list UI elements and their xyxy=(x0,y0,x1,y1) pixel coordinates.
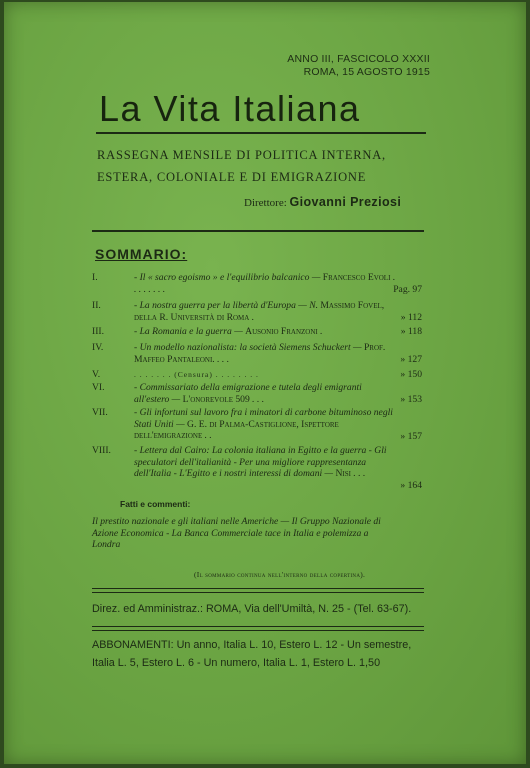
entry-title: - La Romania e la guerra — xyxy=(134,326,243,337)
subscription-line-1: ABBONAMENTI: Un anno, Italia L. 10, Estero L. 12 - Un semestre, xyxy=(92,639,412,651)
entry-number: I. xyxy=(92,272,98,283)
toc-entry-5 xyxy=(92,369,422,382)
issue-number: ANNO III, FASCICOLO XXXII xyxy=(287,53,430,65)
entry-author: G. E. di Palma-Castiglione, Ispettore dell'emigrazione xyxy=(134,418,339,441)
magazine-title: La Vita Italiana xyxy=(99,88,361,129)
fatti-text: Il prestito nazionale e gli italiani nelle Americhe — Il Gruppo Nazionale di Azione Economica - La Banca Commerciale tace in Italia e polemizza a Londra xyxy=(92,516,381,550)
entry-number: II. xyxy=(92,300,101,311)
toc-entry-6 xyxy=(92,382,422,406)
entry-title: - Lettera dal Cairo: La colonia italiana in Egitto e la guerra - Gli speculatori dell'italianità - Per una migliore rappresentanza dell'Italia - L'Egitto e i nostri interessi di domani — xyxy=(134,445,387,479)
fatti-heading: Fatti e commenti: xyxy=(120,499,191,509)
magazine-cover xyxy=(4,2,526,764)
toc-entry-1 xyxy=(92,272,422,296)
entry-dots: . . xyxy=(204,430,212,441)
director-label: Direttore: xyxy=(244,197,287,209)
entry-page: » 157 xyxy=(400,431,422,442)
entry-title: . . . . . . . (Censura) . . . . . . . . xyxy=(134,370,259,379)
entry-author: Massimo Fovel, della R. Università di Roma xyxy=(134,300,385,323)
entry-dots: . . . . . . . . xyxy=(134,272,396,295)
entry-title: - Gli infortuni sul lavoro fra i minatori di carbone bituminoso negli Stati Uniti — xyxy=(134,407,393,430)
toc-entry-7 xyxy=(92,407,422,443)
entry-page: » 127 xyxy=(400,354,422,365)
director-line xyxy=(244,195,401,209)
entry-number: III. xyxy=(92,326,104,337)
toc-entry-3 xyxy=(92,326,422,339)
entry-dots: . . . xyxy=(353,468,366,479)
entry-number: V. xyxy=(92,369,101,380)
entry-page: » 153 xyxy=(400,394,422,405)
entry-page: » 112 xyxy=(400,312,422,323)
entry-author: Francesco Evoli xyxy=(322,272,391,283)
entry-number: IV. xyxy=(92,342,104,353)
subtitle-line-2: ESTERA, COLONIALE E DI EMIGRAZIONE xyxy=(97,170,367,184)
entry-number: VII. xyxy=(92,407,108,418)
toc-entry-2 xyxy=(92,300,422,324)
issue-date: ROMA, 15 AGOSTO 1915 xyxy=(303,66,430,78)
header-divider xyxy=(92,230,424,232)
entry-page: » 164 xyxy=(400,480,422,491)
entry-number: VIII. xyxy=(92,445,111,456)
entry-title: - Commissariato della emigrazione e tutela degli emigranti all'estero — xyxy=(134,382,362,405)
subtitle-line-1: RASSEGNA MENSILE DI POLITICA INTERNA, xyxy=(97,148,386,162)
entry-title: - La nostra guerra per la libertà d'Europa — N. xyxy=(134,300,318,311)
entry-page: » 118 xyxy=(400,326,422,337)
entry-dots: . . . xyxy=(252,393,265,405)
entry-title: - Un modello nazionalista: la società Siemens Schuckert — xyxy=(134,342,362,353)
entry-dots: . xyxy=(320,326,323,337)
toc-entry-4 xyxy=(92,342,422,366)
sommario-heading: SOMMARIO: xyxy=(95,246,188,262)
title-rule xyxy=(96,132,426,134)
continua-note: (Il sommario continua nell'interno della copertina). xyxy=(194,570,366,579)
entry-dots: . . . xyxy=(217,353,230,365)
entry-page: » 150 xyxy=(400,369,422,380)
entry-title: - Il « sacro egoismo » e l'equilibrio balcanico — xyxy=(134,272,321,283)
subscription-line-2: Italia L. 5, Estero L. 6 - Un numero, Italia L. 1, Estero L. 1,50 xyxy=(92,657,381,669)
entry-page: Pag. 97 xyxy=(393,284,422,295)
entry-author: Ausonio Franzoni xyxy=(245,326,318,337)
subscription-double-rule xyxy=(92,626,424,631)
entry-author: Prof. Maffeo Pantaleoni. xyxy=(134,342,386,365)
entry-dots: . xyxy=(251,311,255,323)
address-line: Direz. ed Amministraz.: ROMA, Via dell'Umiltà, N. 25 - (Tel. 63-67). xyxy=(92,603,412,615)
footer-double-rule xyxy=(92,588,424,593)
entry-number: VI. xyxy=(92,382,105,393)
entry-author: L'onorevole 509 xyxy=(182,393,250,405)
entry-author: Nisi xyxy=(335,468,351,479)
toc-entry-8 xyxy=(92,445,422,493)
director-name: Giovanni Preziosi xyxy=(289,195,402,209)
